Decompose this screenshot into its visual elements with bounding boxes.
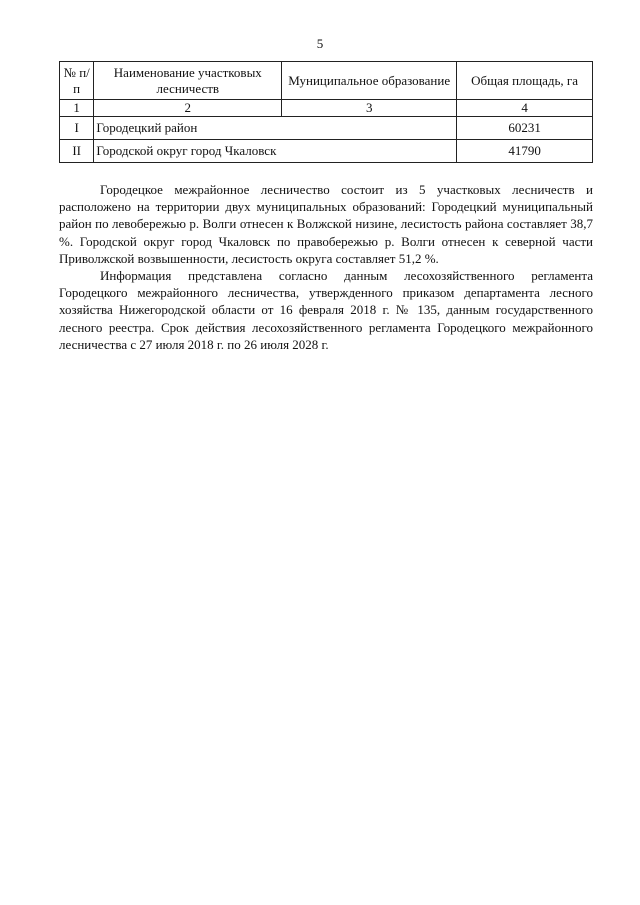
row-number: II (60, 140, 94, 163)
index-cell: 2 (94, 100, 282, 117)
header-total-area: Общая площадь, га (457, 62, 593, 100)
index-cell: 1 (60, 100, 94, 117)
body-text (59, 181, 593, 353)
forestry-area-table (59, 61, 593, 163)
row-name: Городецкий район (94, 117, 457, 140)
paragraph-source-information: Информация представлена согласно данным лесохозяйственного регламента Городецкого межрайонного лесничества, утвержденного приказом департамента лесного хозяйства Нижегородской области от 16 февраля 2018 г. № 135, данным государственного лесного реестра. Срок действия лесохозяйственного регламента Городецкого межрайонного лесничества с 27 июля 2018 г. по 26 июля 2028 г. (59, 268, 593, 352)
table-index-row (60, 100, 593, 117)
table-row (60, 117, 593, 140)
row-number: I (60, 117, 94, 140)
index-cell: 3 (282, 100, 457, 117)
paragraph-forestry-description: Городецкое межрайонное лесничество состоит из 5 участковых лесничеств и расположено на территории двух муниципальных образований: Городецкий муниципальный район по левобережью р. Волги отнесен к Волжской низине, лесистость района составляет 38,7 %. Городской округ город Чкаловск по правобережью р. Волги отнесен к северной части Приволжской возвышенности, лесистость округа составляет 51,2 %. (59, 182, 593, 266)
header-number: № п/п (60, 62, 94, 100)
table-row (60, 140, 593, 163)
header-municipality: Муниципальное образование (282, 62, 457, 100)
header-forestry-name: Наименование участковых лесничеств (94, 62, 282, 100)
row-name: Городской округ город Чкаловск (94, 140, 457, 163)
row-area: 41790 (457, 140, 593, 163)
page-number: 5 (316, 36, 324, 51)
index-cell: 4 (457, 100, 593, 117)
row-area: 60231 (457, 117, 593, 140)
table-header-row (60, 62, 593, 100)
